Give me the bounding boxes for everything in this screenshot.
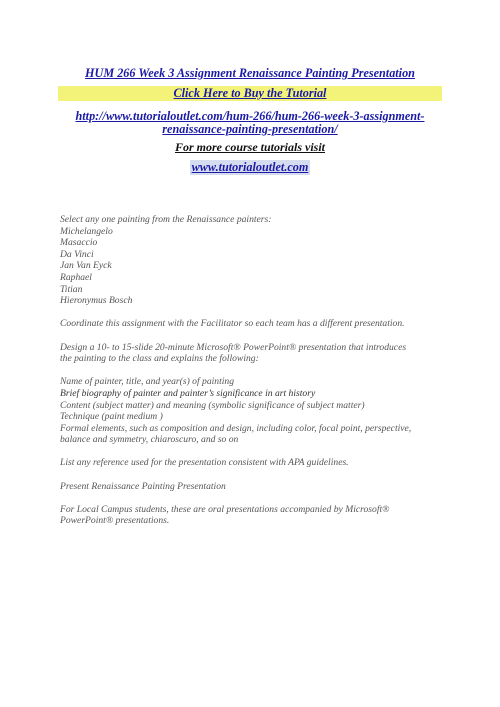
- site-link[interactable]: www.tutorialoutlet.com: [191, 160, 309, 174]
- painter-item: Jan Van Eyck: [60, 260, 112, 272]
- requirement-item: Brief biography of painter and painter’s significance in art history: [60, 387, 316, 399]
- requirement-item: balance and symmetry, chiaroscuro, and so on: [60, 434, 239, 446]
- present-text: Present Renaissance Painting Presentation: [60, 480, 226, 492]
- painter-item: Raphael: [60, 271, 92, 283]
- assignment-body: [60, 214, 445, 539]
- painter-item: Hieronymus Bosch: [60, 295, 133, 307]
- buy-tutorial-link[interactable]: Click Here to Buy the Tutorial: [58, 86, 442, 101]
- requirement-item: Technique (paint medium ): [60, 411, 163, 423]
- painters-section: [60, 214, 445, 307]
- painters-intro: Select any one painting from the Renaissance painters:: [60, 214, 272, 225]
- requirement-item: Content (subject matter) and meaning (symbolic significance of subject matter): [60, 399, 365, 411]
- present-paragraph: [60, 481, 445, 493]
- design-text-line-1: Design a 10- to 15-slide 20-minute Microsoft® PowerPoint® presentation that introduces: [60, 341, 407, 353]
- requirement-item: Formal elements, such as composition and design, including color, focal point, perspective,: [60, 422, 412, 434]
- document-title[interactable]: HUM 266 Week 3 Assignment Renaissance Painting Presentation: [85, 66, 415, 80]
- requirements-section: [60, 376, 445, 446]
- tutorial-url-link[interactable]: [58, 110, 442, 136]
- tutorial-url-line-2[interactable]: renaissance-painting-presentation/: [162, 122, 338, 136]
- design-text-line-2: the painting to the class and explains the following:: [60, 353, 259, 365]
- apa-paragraph: [60, 457, 445, 469]
- tutorial-url-line-1[interactable]: http://www.tutorialoutlet.com/hum-266/hum-266-week-3-assignment-: [75, 109, 425, 123]
- painter-item: Michelangelo: [60, 225, 113, 237]
- painter-item: Da Vinci: [60, 248, 94, 260]
- local-campus-paragraph: [60, 504, 445, 527]
- requirement-item: Name of painter, title, and year(s) of painting: [60, 376, 235, 388]
- local-campus-line-2: PowerPoint® presentations.: [60, 515, 170, 527]
- painter-item: Titian: [60, 283, 83, 295]
- coordinate-paragraph: [60, 318, 445, 330]
- site-link-container: [58, 160, 442, 175]
- coordinate-text: Coordinate this assignment with the Facilitator so each team has a different presentation.: [60, 318, 405, 330]
- painter-item: Masaccio: [60, 237, 98, 249]
- local-campus-line-1: For Local Campus students, these are oral presentations accompanied by Microsoft®: [60, 503, 390, 515]
- more-tutorials-text: For more course tutorials visit: [174, 140, 326, 154]
- design-paragraph: [60, 342, 445, 365]
- apa-text: List any reference used for the presentation consistent with APA guidelines.: [60, 457, 349, 469]
